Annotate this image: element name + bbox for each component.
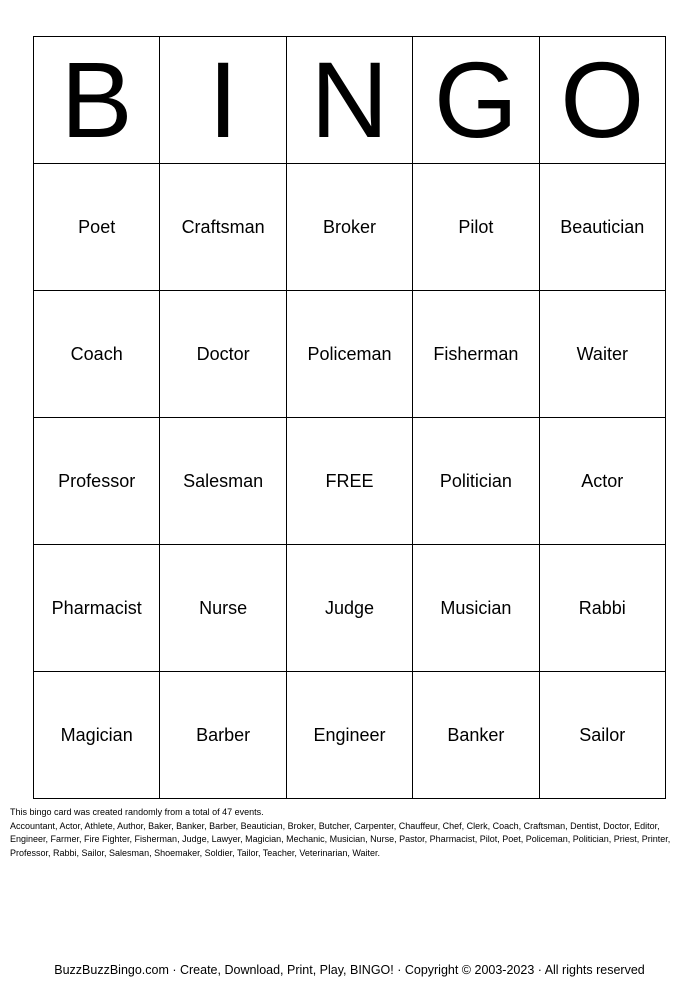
bingo-cell: Pharmacist: [34, 545, 160, 672]
bingo-cell: Coach: [34, 291, 160, 418]
bingo-cell: Beautician: [539, 164, 665, 291]
footnote-word-list: Accountant, Actor, Athlete, Author, Baker, Banker, Barber, Beautician, Broker, Butcher, Carpenter, Chauffeur, Chef, Clerk, Coach, Craftsman, Dentist, Doctor, Editor, Engineer, Farmer, Fire Fighter, Fisherman, Judge, Lawyer, Magician, Mechanic, Musician, Nurse, Pastor, Pharmacist, Pilot, Poet, Policeman, Politician, Priest, Printer, Professor, Rabbi, Sailor, Salesman, Shoemaker, Soldier, Tailor, Teacher, Veterinarian, Waiter.: [10, 820, 671, 858]
header-letter-g: G: [413, 37, 539, 164]
bingo-row: [34, 418, 666, 545]
header-letter-o: O: [539, 37, 665, 164]
bingo-cell: Poet: [34, 164, 160, 291]
bingo-cell: Craftsman: [160, 164, 286, 291]
bingo-row: [34, 672, 666, 799]
bingo-cell: Fisherman: [413, 291, 539, 418]
footnote-intro: This bingo card was created randomly from a total of 47 events.: [10, 807, 264, 817]
bingo-header-row: [34, 37, 666, 164]
bingo-cell: Musician: [413, 545, 539, 672]
bingo-cell: Engineer: [286, 672, 412, 799]
header-letter-i: I: [160, 37, 286, 164]
bingo-cell: Sailor: [539, 672, 665, 799]
bingo-cell: Policeman: [286, 291, 412, 418]
bingo-cell: Barber: [160, 672, 286, 799]
bingo-row: [34, 545, 666, 672]
bingo-cell: Actor: [539, 418, 665, 545]
bingo-cell: Broker: [286, 164, 412, 291]
bingo-cell: Pilot: [413, 164, 539, 291]
bingo-cell: Rabbi: [539, 545, 665, 672]
bingo-cell: Salesman: [160, 418, 286, 545]
header-letter-n: N: [286, 37, 412, 164]
bingo-row: [34, 164, 666, 291]
bingo-cell: Politician: [413, 418, 539, 545]
bingo-cell: Doctor: [160, 291, 286, 418]
bingo-cell: Nurse: [160, 545, 286, 672]
bingo-cell: Judge: [286, 545, 412, 672]
card-footnote: [10, 806, 690, 860]
free-space-cell: FREE: [286, 418, 412, 545]
page-footer: BuzzBuzzBingo.com · Create, Download, Print, Play, BINGO! · Copyright © 2003-2023 · All rights reserved: [54, 963, 645, 977]
bingo-card: [33, 36, 666, 799]
bingo-cell: Banker: [413, 672, 539, 799]
bingo-cell: Magician: [34, 672, 160, 799]
bingo-cell: Waiter: [539, 291, 665, 418]
header-letter-b: B: [34, 37, 160, 164]
bingo-row: [34, 291, 666, 418]
bingo-cell: Professor: [34, 418, 160, 545]
